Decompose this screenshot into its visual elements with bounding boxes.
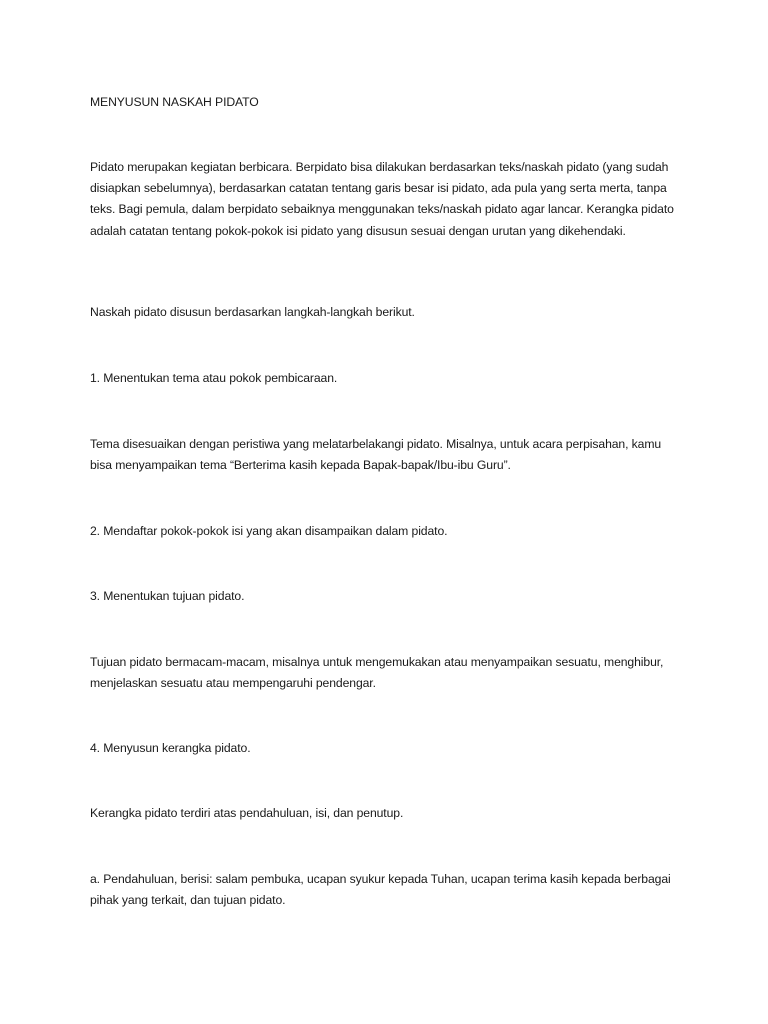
paragraph-tujuan: Tujuan pidato bermacam-macam, misalnya untuk mengemukakan atau menyampaikan sesuatu, menghibur, menjelaskan sesuatu atau mempengaruhi pendengar.: [90, 655, 664, 691]
paragraph-pendahuluan: a. Pendahuluan, berisi: salam pembuka, ucapan syukur kepada Tuhan, ucapan terima kasih kepada berbagai pihak yang terkait, dan tujuan pidato.: [90, 872, 671, 908]
step-4-heading: 4. Menyusun kerangka pidato.: [90, 741, 251, 755]
paragraph-intro: Pidato merupakan kegiatan berbicara. Berpidato bisa dilakukan berdasarkan teks/naskah pidato (yang sudah disiapkan sebelumnya), berdasarkan catatan tentang garis besar isi pidato, ada pula yang serta merta, tanpa teks. Bagi pemula, dalam berpidato sebaiknya menggunakan teks/naskah pidato agar lancar. Kerangka pidato adalah catatan tentang pokok-pokok isi pidato yang disusun sesuai dengan urutan yang dikehendaki.: [90, 160, 674, 238]
step-1-heading: 1. Menentukan tema atau pokok pembicaraan.: [90, 371, 338, 385]
document-title: MENYUSUN NASKAH PIDATO: [90, 95, 259, 109]
paragraph-tema: Tema disesuaikan dengan peristiwa yang melatarbelakangi pidato. Misalnya, untuk acara perpisahan, kamu bisa menyampaikan tema “Berterima kasih kepada Bapak-bapak/Ibu-ibu Guru”.: [90, 437, 662, 473]
paragraph-steps-intro: Naskah pidato disusun berdasarkan langkah-langkah berikut.: [90, 305, 415, 319]
step-2-heading: 2. Mendaftar pokok-pokok isi yang akan disampaikan dalam pidato.: [90, 524, 448, 538]
paragraph-kerangka: Kerangka pidato terdiri atas pendahuluan, isi, dan penutup.: [90, 806, 404, 820]
step-3-heading: 3. Menentukan tujuan pidato.: [90, 589, 245, 603]
